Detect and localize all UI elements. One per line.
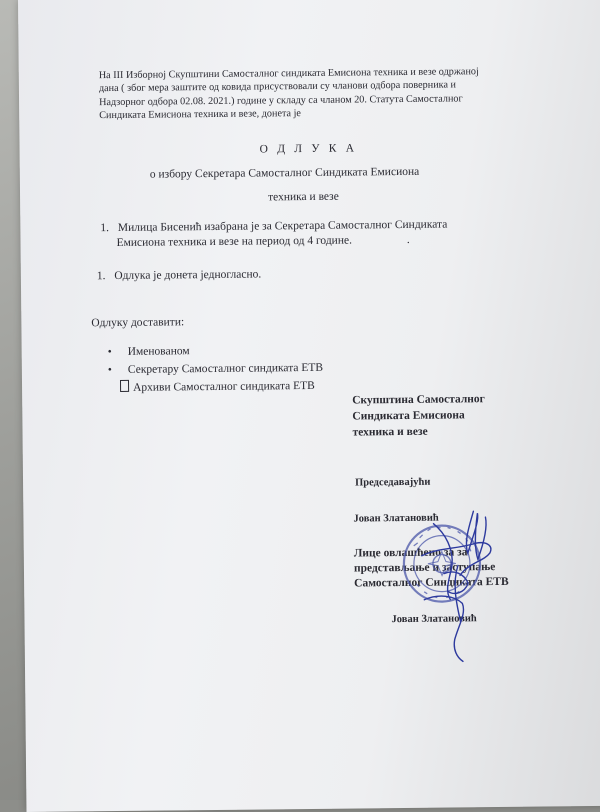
- signature-organization: [352, 391, 485, 440]
- org-line: Синдиката Емисиона: [352, 409, 465, 423]
- org-line: техника и везе: [352, 425, 428, 439]
- document-page: [18, 0, 600, 812]
- deliver-to-label: Одлуку доставити:: [91, 316, 185, 330]
- item-number: 1.: [96, 270, 106, 283]
- intro-line: дана ( због мера заштите од ковида присуствовали су чланови одбора поверника и: [98, 79, 457, 95]
- item-text-line1: Милица Бисенић изабрана је за Секретара Самосталног Синдиката: [117, 218, 448, 234]
- recipient-text: Именованом: [127, 345, 190, 358]
- intro-paragraph: [99, 65, 480, 123]
- document-title: О Д Л У К А: [259, 142, 358, 156]
- bullet: •: [107, 346, 112, 359]
- rep-line: представљање и заступање: [353, 561, 496, 575]
- signature-name-representative: Јован Златановић: [391, 613, 477, 626]
- bullet: •: [107, 364, 112, 377]
- missing-glyph-icon: [120, 380, 129, 392]
- list-item: [108, 341, 323, 361]
- list-item: [108, 359, 323, 379]
- stamp-and-signature: [393, 503, 525, 664]
- intro-line: Синдиката Емисиона техника и везе, донета је: [99, 108, 301, 122]
- item-text-line2: Емисиона техника и везе на период од 4 године.: [116, 234, 352, 249]
- recipients-list: [108, 341, 324, 397]
- recipient-text: Секретару Самосталног синдиката ЕТВ: [127, 361, 324, 376]
- rep-line: Самосталног Синдиката ЕТВ: [354, 575, 509, 590]
- decision-item-unanimous: [97, 268, 261, 282]
- document-subtitle-line1: о избору Секретара Самосталног Синдиката Емисиона: [149, 165, 420, 181]
- org-line: Скупштина Самосталног: [352, 393, 485, 407]
- signature-name-chair: Јован Златановић: [353, 512, 439, 525]
- stray-dot: .: [406, 233, 410, 246]
- recipient-text: Архиви Самосталног синдиката ЕТВ: [133, 379, 315, 394]
- item-text: Одлука је донета једногласно.: [114, 268, 262, 283]
- intro-line: На III Изборној Скупштини Самосталног синдиката Емисиона техника и везе одржаној: [98, 66, 479, 82]
- decision-item-appointment: [100, 218, 447, 252]
- intro-line: Надзорног одбора 02.08. 2021.) године у складу са чланом 20. Статута Самосталног: [99, 93, 463, 108]
- rep-line: Лице овлашћено за за: [353, 546, 468, 560]
- signature-role: Председавајући: [355, 476, 431, 489]
- item-number: 1.: [100, 222, 110, 235]
- list-item: [120, 377, 323, 397]
- document-subtitle-line2: техника и везе: [268, 190, 339, 204]
